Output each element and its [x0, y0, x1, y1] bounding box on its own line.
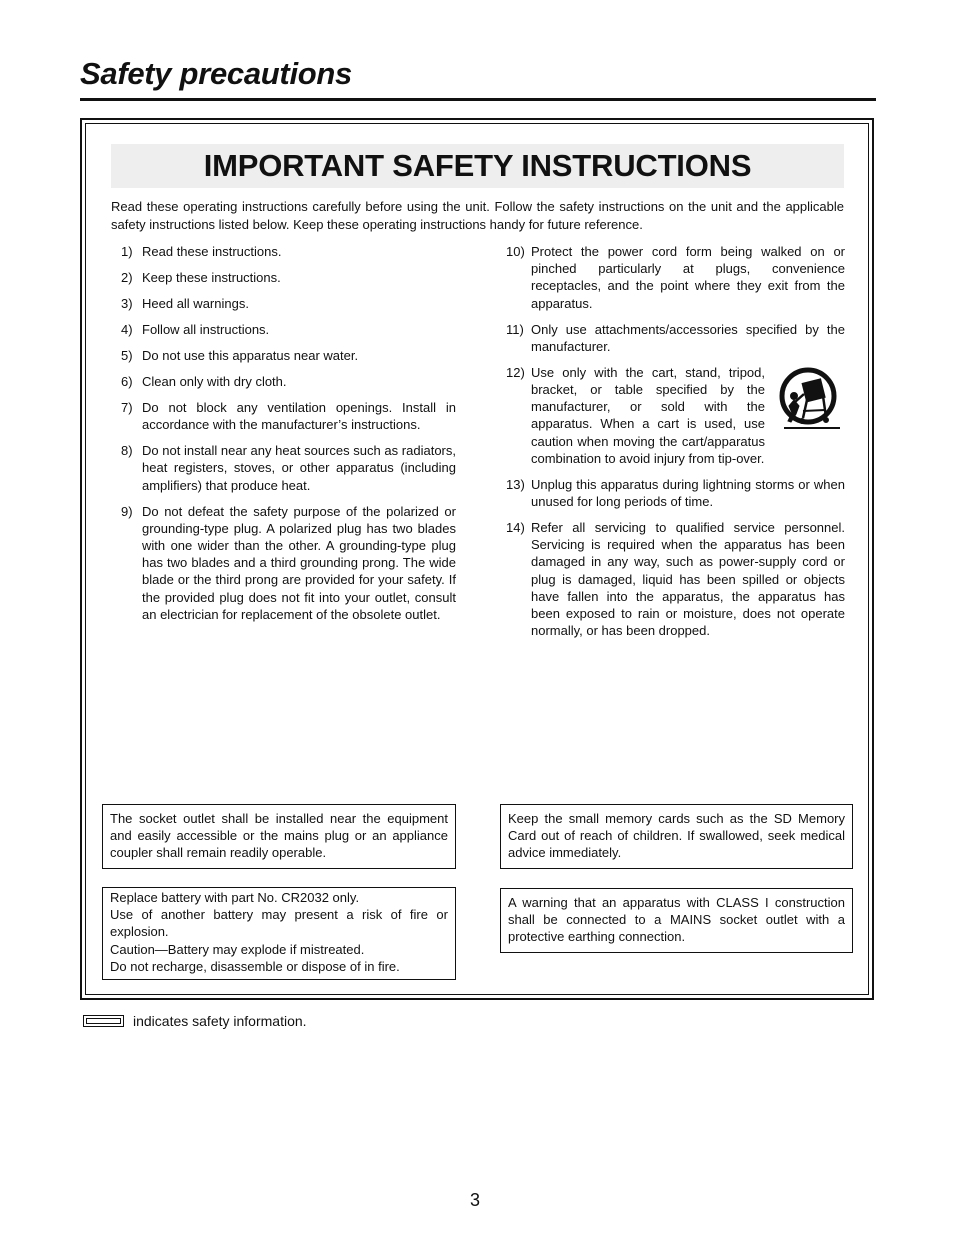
- item-text: Read these instructions.: [142, 244, 282, 259]
- item-text: Do not defeat the safety purpose of the polarized or grounding-type plug. A polarized plug has two blades with one wider than the other. A grounding-type plug has two blades and a third grounding prong. The wide blade or the third prong are provided for your safety. If the provided plug does not fit into your outlet, consult an electrician for replacement of the obsolete outlet.: [142, 503, 456, 622]
- list-item: [121, 295, 456, 312]
- item-number: 3): [121, 296, 133, 311]
- item-text: Keep these instructions.: [142, 270, 281, 285]
- item-text: Only use attachments/accessories specified by the manufacturer.: [531, 321, 845, 354]
- item-number: 12): [506, 364, 525, 380]
- list-item: [121, 373, 456, 390]
- list-item: [506, 476, 845, 510]
- notice-text: A warning that an apparatus with CLASS I construction shall be connected to a MAINS socket outlet with a protective earthing connection.: [508, 895, 845, 945]
- item-number: 6): [121, 374, 133, 389]
- legend-text: indicates safety information.: [133, 1013, 307, 1029]
- title-rule: [80, 98, 876, 101]
- notice-line: Replace battery with part No. CR2032 only.: [110, 890, 360, 905]
- notice-text: The socket outlet shall be installed near the equipment and easily accessible or the mains plug or an appliance coupler shall remain readily operable.: [110, 811, 448, 861]
- list-item: [506, 321, 845, 355]
- banner: [111, 144, 844, 188]
- item-number: 14): [506, 520, 525, 536]
- battery-notice: [102, 887, 456, 980]
- list-item: [121, 269, 456, 286]
- item-text: Unplug this apparatus during lightning storms or when unused for long periods of time.: [531, 476, 845, 510]
- page-number: 3: [470, 1190, 481, 1210]
- item-text: Refer all servicing to qualified service personnel. Servicing is required when the apparatus has been damaged in any way, such as power-supply cord or plug is damaged, liquid has been spilled or objects have fallen into the apparatus, the apparatus has been exposed to rain or moisture, does not operate normally, or has been dropped.: [531, 520, 845, 639]
- list-item: [121, 243, 456, 260]
- list-item: [121, 399, 456, 433]
- list-item: [506, 364, 845, 467]
- list-item: [506, 519, 845, 639]
- item-number: 8): [121, 443, 133, 459]
- item-number: 7): [121, 400, 133, 415]
- class-i-notice: [500, 888, 853, 953]
- item-number: 13): [506, 476, 525, 492]
- item-text: Heed all warnings.: [142, 296, 249, 311]
- item-text: Do not use this apparatus near water.: [142, 348, 359, 363]
- list-item: [506, 243, 845, 312]
- intro-text: Read these operating instructions carefully before using the unit. Follow the safety instructions on the unit and the applicable safety instructions listed below. Keep these operating instructions handy for future reference.: [111, 199, 844, 232]
- item-text: Do not block any ventilation openings. Install in accordance with the manufacturer’s instructions.: [142, 400, 456, 433]
- item-text: Do not install near any heat sources such as radiators, heat registers, stoves, or other apparatus (including amplifiers) that produce heat.: [142, 443, 456, 493]
- cart-tip-over-warning-icon: [777, 366, 843, 432]
- list-item: [121, 503, 456, 623]
- safety-box-icon: [83, 1015, 124, 1027]
- socket-outlet-notice: [102, 804, 456, 869]
- notice-line: Use of another battery may present a risk of fire or explosion.: [110, 907, 448, 940]
- item-text: Clean only with dry cloth.: [142, 374, 287, 389]
- memory-card-notice: [500, 804, 853, 869]
- item-number: 1): [121, 244, 133, 259]
- instructions-left-column: [121, 243, 456, 632]
- list-item: [121, 442, 456, 494]
- instructions-right-column: [506, 243, 845, 648]
- item-number: 2): [121, 270, 133, 285]
- page-title: Safety precautions: [80, 56, 352, 91]
- item-text: Use only with the cart, stand, tripod, bracket, or table specified by the manufacturer, or sold with the apparatus. When a cart is used, use caution when moving the cart/apparatus combination to avoid injury from tip-over.: [531, 364, 765, 466]
- item-number: 10): [506, 244, 525, 259]
- list-item: [121, 321, 456, 338]
- item-number: 4): [121, 322, 133, 337]
- item-number: 5): [121, 348, 133, 363]
- notice-text: Keep the small memory cards such as the SD Memory Card out of reach of children. If swallowed, seek medical advice immediately.: [508, 811, 845, 861]
- item-number: 9): [121, 503, 133, 519]
- item-text: Follow all instructions.: [142, 322, 270, 337]
- notice-line: Caution—Battery may explode if mistreated.: [110, 941, 365, 957]
- list-item: [121, 347, 456, 364]
- banner-title: IMPORTANT SAFETY INSTRUCTIONS: [203, 148, 752, 183]
- item-number: 11): [506, 321, 524, 337]
- item-text: Protect the power cord form being walked on or pinched particularly at plugs, convenience receptacles, and the point where they exit from the apparatus.: [531, 244, 845, 311]
- notice-line: Do not recharge, disassemble or dispose of in fire.: [110, 958, 400, 974]
